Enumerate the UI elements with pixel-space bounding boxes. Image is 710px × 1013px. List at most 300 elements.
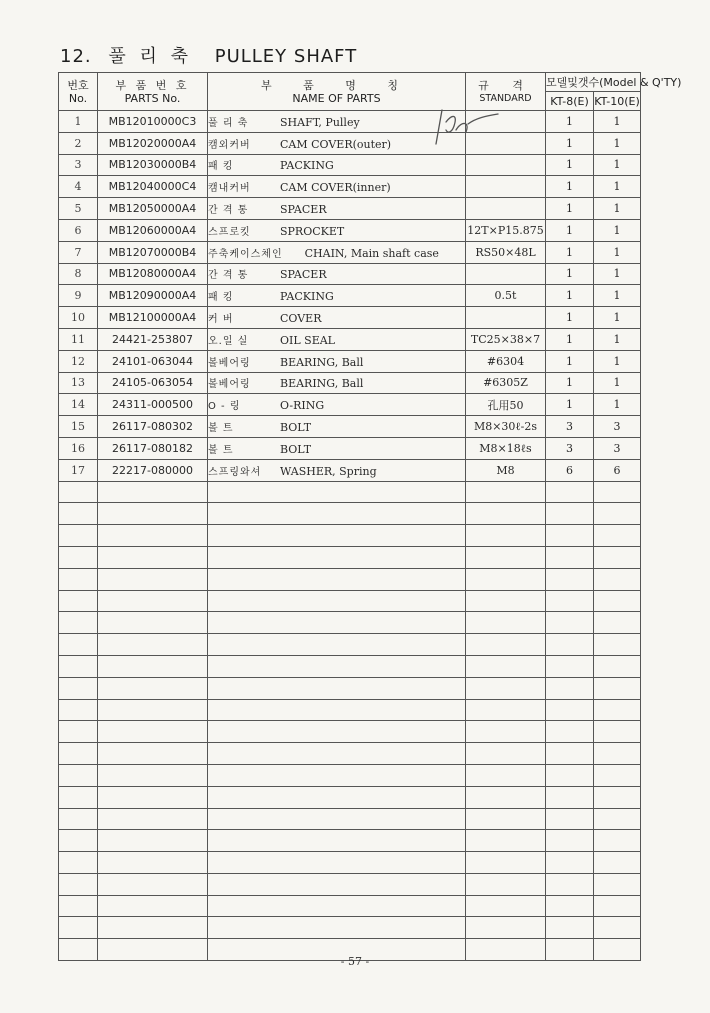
empty-cell [466, 590, 546, 612]
qty-kt10: 3 [594, 437, 641, 459]
standard: M8×30ℓ-2s [466, 416, 546, 438]
empty-cell [546, 677, 594, 699]
row-number: 8 [59, 263, 98, 285]
part-name-korean: 스프로킷 [208, 226, 251, 238]
header-parts-no [98, 73, 208, 111]
row-number: 11 [59, 328, 98, 350]
row-number: 16 [59, 437, 98, 459]
empty-cell [546, 873, 594, 895]
handwritten-signature [432, 100, 502, 150]
empty-cell [98, 721, 208, 743]
part-number: 24311-000500 [98, 394, 208, 416]
part-name [208, 459, 466, 481]
empty-cell [98, 525, 208, 547]
part-name [208, 307, 466, 329]
standard: TC25×38×7 [466, 328, 546, 350]
empty-cell [594, 895, 641, 917]
empty-cell [594, 503, 641, 525]
header-no-english: No. [68, 91, 88, 105]
part-number: MB12050000A4 [98, 198, 208, 220]
part-number: MB12020000A4 [98, 132, 208, 154]
empty-cell [59, 546, 98, 568]
empty-cell [594, 852, 641, 874]
empty-cell [98, 917, 208, 939]
empty-cell [98, 546, 208, 568]
empty-row [59, 568, 641, 590]
empty-cell [546, 546, 594, 568]
empty-cell [546, 699, 594, 721]
empty-row [59, 503, 641, 525]
qty-kt10: 3 [594, 416, 641, 438]
row-number: 6 [59, 219, 98, 241]
empty-cell [546, 764, 594, 786]
empty-cell [98, 852, 208, 874]
qty-kt8: 1 [546, 394, 594, 416]
empty-cell [466, 568, 546, 590]
row-number: 7 [59, 241, 98, 263]
part-name-korean: 스프링와셔 [208, 466, 262, 478]
qty-kt10: 6 [594, 459, 641, 481]
empty-cell [59, 590, 98, 612]
empty-cell [59, 873, 98, 895]
empty-cell [594, 655, 641, 677]
table-row [59, 372, 641, 394]
row-number: 15 [59, 416, 98, 438]
empty-cell [594, 873, 641, 895]
standard [466, 263, 546, 285]
part-name-korean: 풀 리 축 [208, 117, 249, 129]
standard [466, 198, 546, 220]
qty-kt8: 1 [546, 372, 594, 394]
empty-cell [59, 677, 98, 699]
empty-cell [59, 481, 98, 503]
table-row [59, 263, 641, 285]
qty-kt10: 1 [594, 307, 641, 329]
part-number: MB12090000A4 [98, 285, 208, 307]
section-title-english: PULLEY SHAFT [214, 46, 358, 67]
empty-cell [98, 873, 208, 895]
empty-cell [59, 917, 98, 939]
empty-cell [594, 830, 641, 852]
part-number: 26117-080182 [98, 437, 208, 459]
empty-cell [208, 590, 466, 612]
empty-cell [546, 525, 594, 547]
part-name-english: WASHER, Spring [280, 464, 377, 478]
parts-table-body [59, 111, 641, 961]
qty-kt8: 1 [546, 285, 594, 307]
table-row [59, 285, 641, 307]
part-name [208, 350, 466, 372]
empty-cell [546, 568, 594, 590]
empty-cell [546, 634, 594, 656]
empty-row [59, 721, 641, 743]
empty-cell [208, 525, 466, 547]
part-number: MB12100000A4 [98, 307, 208, 329]
row-number: 10 [59, 307, 98, 329]
empty-cell [208, 764, 466, 786]
qty-kt8: 1 [546, 263, 594, 285]
table-row [59, 154, 641, 176]
qty-kt10: 1 [594, 372, 641, 394]
empty-cell [546, 743, 594, 765]
empty-cell [594, 568, 641, 590]
empty-cell [98, 808, 208, 830]
part-name-korean: 패 킹 [208, 292, 234, 304]
empty-cell [208, 634, 466, 656]
row-number: 2 [59, 132, 98, 154]
part-name [208, 198, 466, 220]
part-number: MB12030000B4 [98, 154, 208, 176]
empty-cell [594, 525, 641, 547]
empty-cell [546, 808, 594, 830]
qty-kt10: 1 [594, 176, 641, 198]
row-number: 5 [59, 198, 98, 220]
empty-row [59, 786, 641, 808]
empty-row [59, 590, 641, 612]
header-parts-english: PARTS No. [124, 91, 181, 105]
part-name-korean: 주축케이스체인 [208, 248, 283, 260]
empty-cell [59, 764, 98, 786]
empty-cell [98, 743, 208, 765]
empty-cell [98, 655, 208, 677]
empty-cell [466, 808, 546, 830]
row-number: 3 [59, 154, 98, 176]
part-name [208, 394, 466, 416]
empty-cell [594, 677, 641, 699]
table-row [59, 132, 641, 154]
part-name-korean: 간 격 통 [208, 205, 249, 217]
header-parts-korean: 부 품 번 호 [115, 78, 190, 92]
empty-cell [466, 525, 546, 547]
table-row [59, 111, 641, 133]
standard: M8 [466, 459, 546, 481]
standard [466, 176, 546, 198]
part-name [208, 285, 466, 307]
empty-cell [546, 917, 594, 939]
standard: RS50×48L [466, 241, 546, 263]
empty-row [59, 546, 641, 568]
empty-cell [208, 830, 466, 852]
table-row [59, 350, 641, 372]
header-model-kt8: KT-8(E) [546, 92, 594, 111]
standard [466, 154, 546, 176]
part-number: MB12040000C4 [98, 176, 208, 198]
empty-row [59, 612, 641, 634]
empty-cell [59, 634, 98, 656]
header-name [208, 73, 466, 111]
qty-kt8: 1 [546, 198, 594, 220]
empty-row [59, 873, 641, 895]
part-number: MB12070000B4 [98, 241, 208, 263]
parts-table [58, 72, 682, 961]
qty-kt10: 1 [594, 241, 641, 263]
empty-cell [98, 612, 208, 634]
empty-cell [466, 699, 546, 721]
part-name-english: OIL SEAL [280, 333, 335, 347]
part-name [208, 263, 466, 285]
part-name-korean: 커 버 [208, 314, 234, 326]
part-name [208, 154, 466, 176]
table-row [59, 328, 641, 350]
row-number: 13 [59, 372, 98, 394]
qty-kt8: 1 [546, 328, 594, 350]
empty-cell [546, 655, 594, 677]
table-row [59, 219, 641, 241]
empty-row [59, 699, 641, 721]
qty-kt8: 3 [546, 416, 594, 438]
part-name-korean: 볼 트 [208, 444, 234, 456]
empty-cell [59, 786, 98, 808]
part-number: 26117-080302 [98, 416, 208, 438]
empty-cell [98, 677, 208, 699]
qty-kt8: 1 [546, 307, 594, 329]
table-row [59, 241, 641, 263]
empty-cell [208, 743, 466, 765]
empty-cell [208, 503, 466, 525]
part-name-english: CAM COVER(outer) [280, 137, 392, 151]
part-name [208, 176, 466, 198]
part-name-english: BOLT [280, 421, 312, 435]
standard: 孔用50 [466, 394, 546, 416]
part-name [208, 241, 466, 263]
qty-kt10: 1 [594, 263, 641, 285]
empty-cell [466, 786, 546, 808]
qty-kt8: 1 [546, 132, 594, 154]
empty-cell [208, 481, 466, 503]
part-name-korean: 볼베어링 [208, 379, 251, 391]
empty-cell [546, 503, 594, 525]
part-name-english: PACKING [280, 159, 334, 173]
part-number: 24101-063044 [98, 350, 208, 372]
qty-kt10: 1 [594, 285, 641, 307]
empty-row [59, 525, 641, 547]
qty-kt10: 1 [594, 350, 641, 372]
empty-row [59, 634, 641, 656]
part-name-korean: O - 링 [208, 401, 241, 413]
table-row [59, 176, 641, 198]
part-name [208, 132, 466, 154]
qty-kt8: 1 [546, 176, 594, 198]
empty-cell [546, 721, 594, 743]
part-name-korean: 캠내커버 [208, 183, 251, 195]
empty-cell [98, 481, 208, 503]
qty-kt10: 1 [594, 328, 641, 350]
header-no-korean: 번호 [67, 78, 89, 92]
qty-kt8: 1 [546, 350, 594, 372]
empty-cell [466, 481, 546, 503]
qty-kt8: 3 [546, 437, 594, 459]
part-number: 24421-253807 [98, 328, 208, 350]
part-name-english: SPACER [280, 203, 327, 217]
empty-cell [546, 786, 594, 808]
empty-cell [594, 699, 641, 721]
empty-row [59, 764, 641, 786]
part-name-korean: 오.일 실 [208, 335, 249, 347]
part-number: MB12060000A4 [98, 219, 208, 241]
table-row [59, 437, 641, 459]
empty-cell [208, 786, 466, 808]
empty-cell [59, 830, 98, 852]
row-number: 17 [59, 459, 98, 481]
empty-cell [59, 525, 98, 547]
part-name-english: SPACER [280, 268, 327, 282]
empty-cell [466, 830, 546, 852]
empty-cell [208, 895, 466, 917]
empty-cell [594, 612, 641, 634]
empty-cell [466, 873, 546, 895]
table-row [59, 459, 641, 481]
empty-cell [98, 830, 208, 852]
part-name [208, 328, 466, 350]
qty-kt10: 1 [594, 154, 641, 176]
header-standard-english: STANDARD [479, 92, 532, 104]
header-qty: 모델및갯수(Model & Q'TY) [546, 73, 641, 92]
part-number: 24105-063054 [98, 372, 208, 394]
empty-cell [98, 699, 208, 721]
empty-cell [594, 634, 641, 656]
empty-row [59, 655, 641, 677]
empty-cell [98, 764, 208, 786]
header-model-kt10: KT-10(E) [594, 92, 641, 111]
empty-cell [98, 634, 208, 656]
part-name-english: BEARING, Ball [280, 355, 364, 369]
row-number: 4 [59, 176, 98, 198]
header-name-english: NAME OF PARTS [292, 91, 381, 105]
part-name [208, 437, 466, 459]
empty-cell [59, 808, 98, 830]
empty-cell [546, 590, 594, 612]
qty-kt8: 1 [546, 241, 594, 263]
header-name-korean: 부 품 명 칭 [261, 78, 412, 92]
empty-cell [59, 612, 98, 634]
qty-kt10: 1 [594, 219, 641, 241]
part-name-english: SHAFT, Pulley [280, 115, 360, 129]
empty-cell [208, 808, 466, 830]
empty-cell [59, 568, 98, 590]
empty-cell [594, 808, 641, 830]
part-name-korean: 패 킹 [208, 161, 234, 173]
part-name-english: PACKING [280, 290, 334, 304]
empty-row [59, 677, 641, 699]
empty-cell [546, 481, 594, 503]
part-name [208, 416, 466, 438]
qty-kt10: 1 [594, 132, 641, 154]
empty-row [59, 830, 641, 852]
empty-row [59, 895, 641, 917]
empty-cell [546, 612, 594, 634]
empty-cell [466, 852, 546, 874]
qty-kt8: 1 [546, 154, 594, 176]
qty-kt8: 1 [546, 219, 594, 241]
part-name-korean: 볼 트 [208, 423, 234, 435]
empty-cell [98, 590, 208, 612]
part-name-english: CAM COVER(inner) [280, 181, 391, 195]
empty-cell [59, 721, 98, 743]
empty-cell [208, 612, 466, 634]
empty-cell [208, 677, 466, 699]
page-number: - 57 - [340, 955, 370, 968]
empty-cell [546, 852, 594, 874]
empty-cell [466, 895, 546, 917]
empty-cell [466, 634, 546, 656]
empty-cell [208, 917, 466, 939]
row-number: 12 [59, 350, 98, 372]
part-number: MB12080000A4 [98, 263, 208, 285]
empty-cell [98, 786, 208, 808]
empty-cell [594, 481, 641, 503]
empty-row [59, 852, 641, 874]
qty-kt8: 1 [546, 111, 594, 133]
empty-cell [594, 743, 641, 765]
standard: 0.5t [466, 285, 546, 307]
empty-cell [546, 895, 594, 917]
row-number: 9 [59, 285, 98, 307]
table-row [59, 394, 641, 416]
empty-cell [59, 895, 98, 917]
empty-cell [208, 568, 466, 590]
empty-cell [59, 699, 98, 721]
empty-cell [594, 764, 641, 786]
standard: #6305Z [466, 372, 546, 394]
empty-cell [594, 786, 641, 808]
standard [466, 307, 546, 329]
part-name-korean: 캠외커버 [208, 139, 251, 151]
part-name [208, 372, 466, 394]
empty-cell [59, 655, 98, 677]
section-number: 12. [60, 46, 92, 67]
table-row [59, 416, 641, 438]
empty-row [59, 917, 641, 939]
empty-cell [594, 590, 641, 612]
empty-cell [594, 721, 641, 743]
empty-cell [208, 852, 466, 874]
standard: 12T×P15.875 [466, 219, 546, 241]
empty-cell [208, 873, 466, 895]
qty-kt10: 1 [594, 198, 641, 220]
qty-kt8: 6 [546, 459, 594, 481]
header-no [59, 73, 98, 111]
empty-cell [466, 743, 546, 765]
empty-cell [466, 677, 546, 699]
page-title [60, 42, 357, 68]
part-name-english: SPROCKET [280, 224, 345, 238]
table-row [59, 307, 641, 329]
part-name [208, 219, 466, 241]
empty-row [59, 808, 641, 830]
header-standard-korean: 규 격 [478, 78, 533, 92]
part-number: 22217-080000 [98, 459, 208, 481]
table-row [59, 198, 641, 220]
empty-cell [594, 917, 641, 939]
qty-kt10: 1 [594, 394, 641, 416]
empty-cell [466, 764, 546, 786]
part-name-english: COVER [280, 312, 322, 326]
row-number: 1 [59, 111, 98, 133]
part-name-english: BOLT [280, 442, 312, 456]
empty-cell [466, 612, 546, 634]
part-name-korean: 볼베어링 [208, 357, 251, 369]
part-number: MB12010000C3 [98, 111, 208, 133]
standard: #6304 [466, 350, 546, 372]
part-name-english: O-RING [280, 399, 325, 413]
qty-kt10: 1 [594, 111, 641, 133]
empty-cell [59, 852, 98, 874]
empty-cell [59, 503, 98, 525]
empty-cell [466, 546, 546, 568]
empty-cell [98, 895, 208, 917]
row-number: 14 [59, 394, 98, 416]
part-name-english: CHAIN, Main shaft case [304, 246, 439, 260]
